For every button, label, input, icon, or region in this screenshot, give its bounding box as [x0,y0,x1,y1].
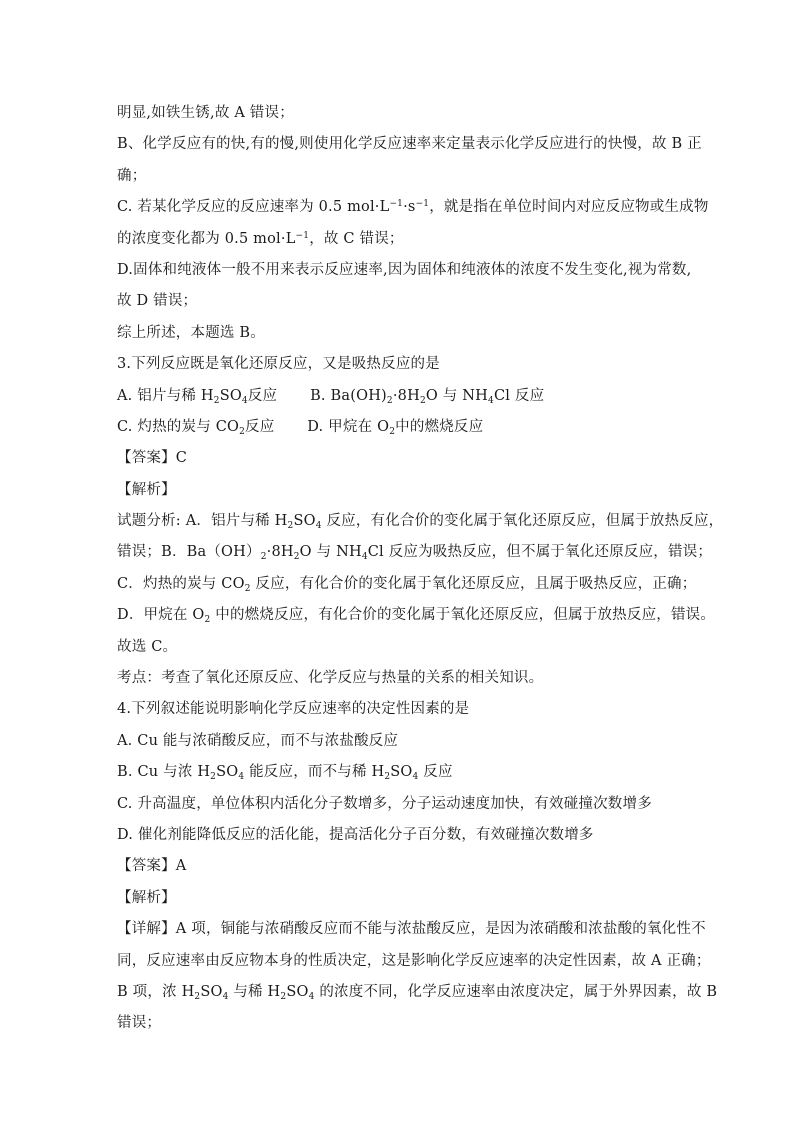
text-line [117,98,687,129]
option-d: D. 甲烷在 $O_2$中的燃烧反应 [307,418,484,437]
text-line: 错误；B．$Ba(OH)_2\cdot 8H_2O$ 与 $NH_4Cl$ 反应为吸热反应，但不属于氧化还原反应，错误； [117,544,713,563]
document-page [117,98,724,1040]
question-stem: 4.下列叙述能说明影响化学反应速率的决定性因素的是 [117,701,470,718]
text-line: D．甲烷在 $O_2$ 中的燃烧反应，有化合价的变化属于氧化还原反应，但属于放热反应，错误。 [117,607,716,626]
text: 综上所述，本题选 B。 [117,324,265,341]
text-line: 考点：考查了氧化还原反应、化学反应与热量的关系的相关知识。 [117,670,544,687]
answer-label: 【答案】C [117,450,188,467]
option-c: C. 升高温度，单位体积内活化分子数增多，分子运动速度加快，有效碰撞次数增多 [117,795,652,812]
option-row [117,412,687,443]
superscript: −1 [415,199,430,210]
text-line: 错误； [117,1015,162,1032]
analysis-label: 【解析】 [117,481,176,498]
text: ，就是指在单位时间内对应反应物或生成物 [429,199,709,216]
text-line: 【详解】A 项，铜能与浓硝酸反应而不能与浓盐酸反应，是因为浓硝酸和浓盐酸的氧化性不 [117,921,706,938]
text: B、化学反应有的快,有的慢,则使用化学反应速率来定量表示化学反应进行的快慢，故 B 正 [117,136,702,153]
text-line [117,129,702,160]
text-line [117,161,687,192]
option-row [117,381,687,412]
text: D.固体和纯液体一般不用来表示反应速率,因为固体和纯液体的浓度不发生变化,视为常数, [117,261,692,278]
text: 明显,如铁生锈,故 A 错误； [117,105,294,121]
text-line [117,318,687,349]
text-line [117,286,687,317]
text-line: 试题分析: A．铝片与稀 $H_2SO_4$ 反应，有化合价的变化属于氧化还原反应，但属于放热反应， [117,513,724,532]
text-line: 同，反应速率由反应物本身的性质决定，这是影响化学反应速率的决定性因素，故 A 正确； [117,952,711,969]
option-b: B. $Ba(OH)_2\cdot 8H_2O$ 与 $NH_4Cl$ 反应 [310,387,545,406]
option-a: A. 铝片与稀 $H_2SO_4$反应 [117,387,278,406]
text: 确； [117,167,147,184]
text-line [117,192,709,223]
text: ，故 C 错误； [309,230,404,247]
option-d: D. 催化剂能降低反应的活化能，提高活化分子百分数，有效碰撞次数增多 [117,826,594,843]
text-line [117,255,692,286]
option-b: B. Cu 与浓 $H_2SO_4$ 能反应，而不与稀 $H_2SO_4$ 反应 [117,764,453,783]
text-line: C．灼热的炭与 $CO_2$ 反应，有化合价的变化属于氧化还原反应，且属于吸热反应，正确； [117,575,697,594]
text: C. 若某化学反应的反应速率为 0.5 mol·L [117,199,390,216]
option-a: A. Cu 能与浓硝酸反应，而不与浓盐酸反应 [117,732,399,749]
option-c: C. 灼热的炭与 $CO_2$反应 [117,418,275,437]
text: 故 D 错误； [117,293,198,310]
text: 3.下列反应既是氧化还原反应，又是吸热反应的是 [117,356,440,373]
text-line: B 项，浓 $H_2SO_4$ 与稀 $H_2SO_4$ 的浓度不同，化学反应速率由浓度决定，属于外界因素，故 B [117,983,718,1002]
text-line: 故选 C。 [117,638,178,655]
question-stem [117,349,687,380]
answer-label: 【答案】A [117,858,187,875]
superscript: −1 [295,230,310,241]
text-line [117,224,687,255]
superscript: −1 [389,199,404,210]
text: ·s [403,199,416,216]
analysis-label: 【解析】 [117,889,176,906]
text: 的浓度变化都为 0.5 mol·L [117,230,296,247]
